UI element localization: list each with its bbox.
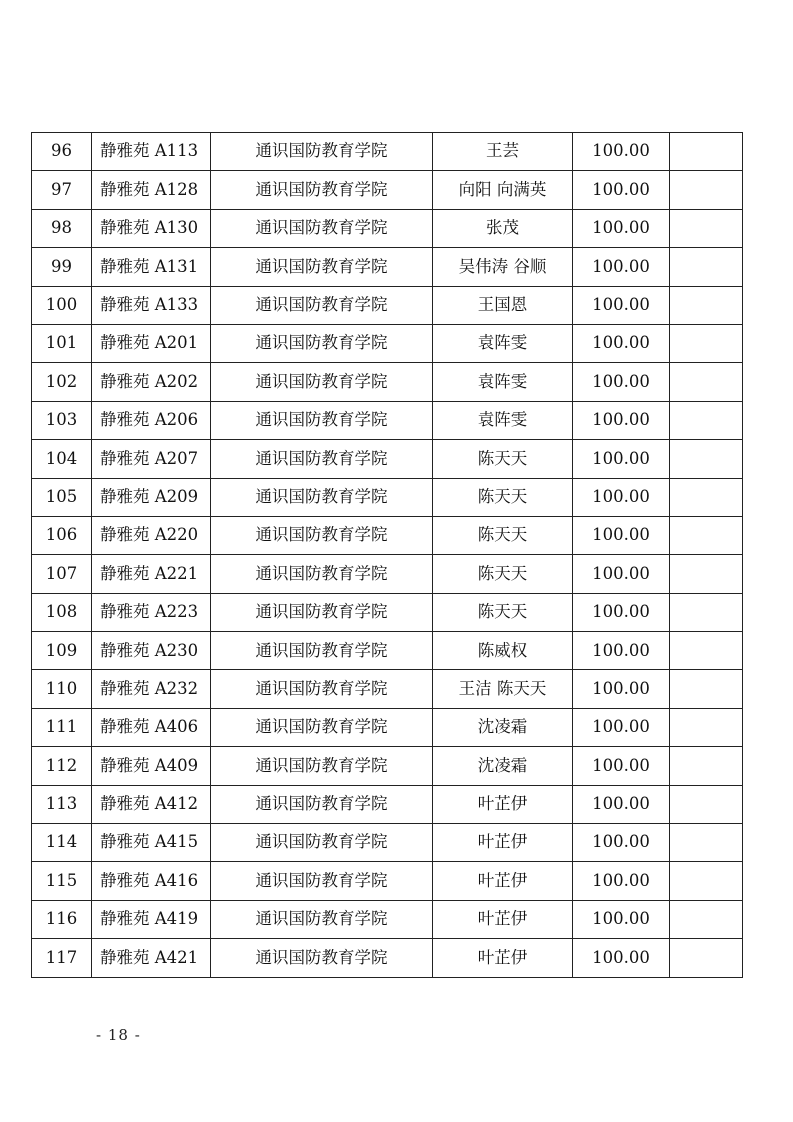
table-row — [32, 747, 743, 785]
score-cell: 100.00 — [573, 478, 670, 516]
table-row — [32, 708, 743, 746]
room-cell: 静雅苑 A421 — [92, 939, 211, 977]
inspector-names-cell: 陈天天 — [433, 440, 573, 478]
table-row — [32, 209, 743, 247]
inspector-names-cell: 叶芷伊 — [433, 824, 573, 862]
table-row — [32, 939, 743, 977]
remark-cell — [670, 900, 743, 938]
score-cell: 100.00 — [573, 670, 670, 708]
room-cell: 静雅苑 A201 — [92, 324, 211, 362]
inspector-names-cell: 沈凌霜 — [433, 708, 573, 746]
remark-cell — [670, 286, 743, 324]
score-cell: 100.00 — [573, 862, 670, 900]
row-number-cell: 101 — [32, 324, 92, 362]
row-number-cell: 108 — [32, 593, 92, 631]
room-cell: 静雅苑 A232 — [92, 670, 211, 708]
college-cell: 通识国防教育学院 — [211, 209, 433, 247]
college-cell: 通识国防教育学院 — [211, 555, 433, 593]
row-number-cell: 111 — [32, 708, 92, 746]
remark-cell — [670, 478, 743, 516]
room-cell: 静雅苑 A202 — [92, 363, 211, 401]
college-cell: 通识国防教育学院 — [211, 593, 433, 631]
score-cell: 100.00 — [573, 171, 670, 209]
table-row — [32, 862, 743, 900]
remark-cell — [670, 555, 743, 593]
row-number-cell: 100 — [32, 286, 92, 324]
room-cell: 静雅苑 A131 — [92, 248, 211, 286]
inspector-names-cell: 陈天天 — [433, 593, 573, 631]
remark-cell — [670, 824, 743, 862]
remark-cell — [670, 593, 743, 631]
room-cell: 静雅苑 A409 — [92, 747, 211, 785]
college-cell: 通识国防教育学院 — [211, 939, 433, 977]
row-number-cell: 105 — [32, 478, 92, 516]
college-cell: 通识国防教育学院 — [211, 862, 433, 900]
row-number-cell: 96 — [32, 133, 92, 171]
score-cell: 100.00 — [573, 324, 670, 362]
inspector-names-cell: 叶芷伊 — [433, 939, 573, 977]
remark-cell — [670, 939, 743, 977]
room-cell: 静雅苑 A221 — [92, 555, 211, 593]
college-cell: 通识国防教育学院 — [211, 324, 433, 362]
score-cell: 100.00 — [573, 785, 670, 823]
table-row — [32, 133, 743, 171]
row-number-cell: 103 — [32, 401, 92, 439]
room-cell: 静雅苑 A223 — [92, 593, 211, 631]
remark-cell — [670, 209, 743, 247]
score-cell: 100.00 — [573, 900, 670, 938]
college-cell: 通识国防教育学院 — [211, 401, 433, 439]
college-cell: 通识国防教育学院 — [211, 785, 433, 823]
score-cell: 100.00 — [573, 248, 670, 286]
remark-cell — [670, 516, 743, 554]
table-row — [32, 171, 743, 209]
remark-cell — [670, 401, 743, 439]
row-number-cell: 104 — [32, 440, 92, 478]
room-cell: 静雅苑 A220 — [92, 516, 211, 554]
score-cell: 100.00 — [573, 555, 670, 593]
inspector-names-cell: 叶芷伊 — [433, 785, 573, 823]
college-cell: 通识国防教育学院 — [211, 824, 433, 862]
inspector-names-cell: 陈天天 — [433, 516, 573, 554]
score-cell: 100.00 — [573, 286, 670, 324]
college-cell: 通识国防教育学院 — [211, 516, 433, 554]
row-number-cell: 109 — [32, 632, 92, 670]
table-row — [32, 785, 743, 823]
score-cell: 100.00 — [573, 401, 670, 439]
table-row — [32, 593, 743, 631]
college-cell: 通识国防教育学院 — [211, 670, 433, 708]
row-number-cell: 106 — [32, 516, 92, 554]
inspector-names-cell: 王芸 — [433, 133, 573, 171]
row-number-cell: 98 — [32, 209, 92, 247]
college-cell: 通识国防教育学院 — [211, 248, 433, 286]
table-row — [32, 286, 743, 324]
inspector-names-cell: 袁阵雯 — [433, 324, 573, 362]
inspector-names-cell: 叶芷伊 — [433, 862, 573, 900]
inspector-names-cell: 陈天天 — [433, 478, 573, 516]
remark-cell — [670, 171, 743, 209]
score-cell: 100.00 — [573, 747, 670, 785]
room-cell: 静雅苑 A406 — [92, 708, 211, 746]
score-cell: 100.00 — [573, 440, 670, 478]
score-cell: 100.00 — [573, 824, 670, 862]
inspector-names-cell: 吴伟涛 谷顺 — [433, 248, 573, 286]
college-cell: 通识国防教育学院 — [211, 440, 433, 478]
dormitory-score-table — [31, 132, 743, 978]
remark-cell — [670, 785, 743, 823]
row-number-cell: 97 — [32, 171, 92, 209]
table-row — [32, 555, 743, 593]
score-cell: 100.00 — [573, 708, 670, 746]
room-cell: 静雅苑 A416 — [92, 862, 211, 900]
remark-cell — [670, 632, 743, 670]
table-body — [32, 133, 743, 978]
score-cell: 100.00 — [573, 209, 670, 247]
college-cell: 通识国防教育学院 — [211, 133, 433, 171]
room-cell: 静雅苑 A113 — [92, 133, 211, 171]
table-row — [32, 632, 743, 670]
inspector-names-cell: 向阳 向满英 — [433, 171, 573, 209]
row-number-cell: 112 — [32, 747, 92, 785]
room-cell: 静雅苑 A207 — [92, 440, 211, 478]
page-number: - 18 - — [96, 1026, 141, 1044]
table-row — [32, 440, 743, 478]
remark-cell — [670, 747, 743, 785]
remark-cell — [670, 324, 743, 362]
score-cell: 100.00 — [573, 593, 670, 631]
college-cell: 通识国防教育学院 — [211, 632, 433, 670]
room-cell: 静雅苑 A206 — [92, 401, 211, 439]
remark-cell — [670, 363, 743, 401]
row-number-cell: 117 — [32, 939, 92, 977]
score-cell: 100.00 — [573, 516, 670, 554]
inspector-names-cell: 沈凌霜 — [433, 747, 573, 785]
remark-cell — [670, 708, 743, 746]
row-number-cell: 110 — [32, 670, 92, 708]
inspector-names-cell: 叶芷伊 — [433, 900, 573, 938]
room-cell: 静雅苑 A419 — [92, 900, 211, 938]
remark-cell — [670, 862, 743, 900]
score-cell: 100.00 — [573, 939, 670, 977]
remark-cell — [670, 133, 743, 171]
row-number-cell: 107 — [32, 555, 92, 593]
room-cell: 静雅苑 A415 — [92, 824, 211, 862]
score-cell: 100.00 — [573, 133, 670, 171]
inspector-names-cell: 陈威权 — [433, 632, 573, 670]
college-cell: 通识国防教育学院 — [211, 478, 433, 516]
row-number-cell: 113 — [32, 785, 92, 823]
college-cell: 通识国防教育学院 — [211, 747, 433, 785]
inspector-names-cell: 陈天天 — [433, 555, 573, 593]
table-row — [32, 516, 743, 554]
row-number-cell: 114 — [32, 824, 92, 862]
room-cell: 静雅苑 A230 — [92, 632, 211, 670]
table-row — [32, 401, 743, 439]
college-cell: 通识国防教育学院 — [211, 900, 433, 938]
table-row — [32, 248, 743, 286]
remark-cell — [670, 248, 743, 286]
score-cell: 100.00 — [573, 363, 670, 401]
college-cell: 通识国防教育学院 — [211, 286, 433, 324]
table-row — [32, 670, 743, 708]
table-row — [32, 363, 743, 401]
remark-cell — [670, 670, 743, 708]
room-cell: 静雅苑 A412 — [92, 785, 211, 823]
row-number-cell: 99 — [32, 248, 92, 286]
room-cell: 静雅苑 A133 — [92, 286, 211, 324]
row-number-cell: 102 — [32, 363, 92, 401]
college-cell: 通识国防教育学院 — [211, 363, 433, 401]
inspector-names-cell: 袁阵雯 — [433, 363, 573, 401]
inspector-names-cell: 袁阵雯 — [433, 401, 573, 439]
inspector-names-cell: 王国恩 — [433, 286, 573, 324]
remark-cell — [670, 440, 743, 478]
room-cell: 静雅苑 A128 — [92, 171, 211, 209]
table-row — [32, 478, 743, 516]
college-cell: 通识国防教育学院 — [211, 708, 433, 746]
inspector-names-cell: 张茂 — [433, 209, 573, 247]
table-row — [32, 900, 743, 938]
score-cell: 100.00 — [573, 632, 670, 670]
room-cell: 静雅苑 A209 — [92, 478, 211, 516]
inspector-names-cell: 王洁 陈天天 — [433, 670, 573, 708]
row-number-cell: 115 — [32, 862, 92, 900]
college-cell: 通识国防教育学院 — [211, 171, 433, 209]
table-row — [32, 824, 743, 862]
table-row — [32, 324, 743, 362]
row-number-cell: 116 — [32, 900, 92, 938]
room-cell: 静雅苑 A130 — [92, 209, 211, 247]
